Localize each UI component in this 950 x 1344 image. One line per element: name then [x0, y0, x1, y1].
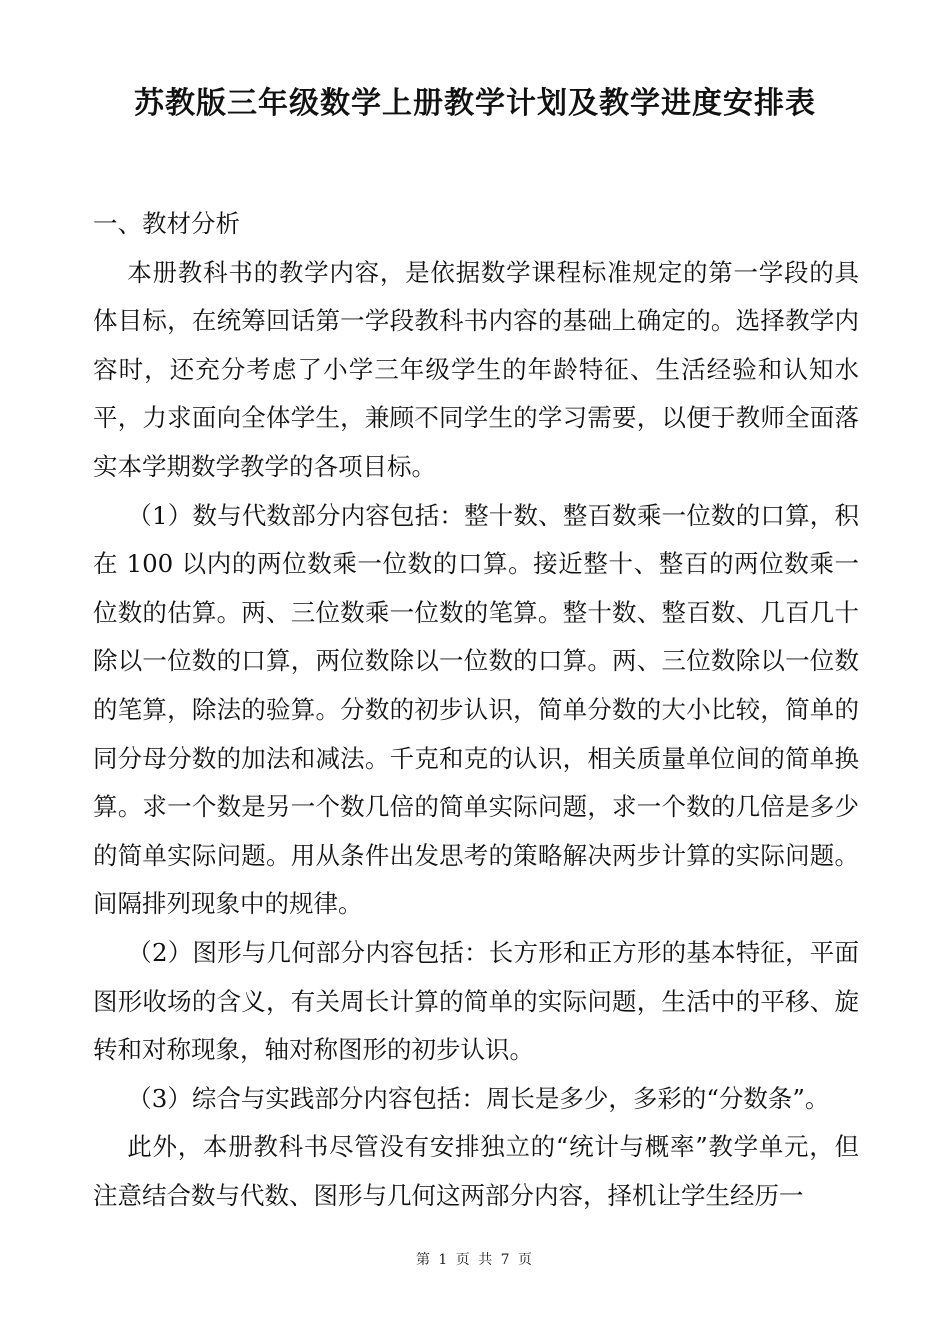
paragraph-number-algebra: （1）数与代数部分内容包括：整十数、整百数乘一位数的口算，积在 100 以内的两位数乘一位数的口算。接近整十、整百的两位数乘一位数的估算。两、三位数乘一位数的笔算。整十数、整百数、几百几十除以一位数的口算，两位数除以一位数的口算。两、三位数除以一位数的笔算，除法的验算。分数的初步认识，简单分数的大小比较，简单的同分母分数的加法和减法。千克和克的认识，相关质量单位间的简单换算。求一个数是另一个数几倍的简单实际问题，求一个数的几倍是多少的简单实际问题。用从条件出发思考的策略解决两步计算的实际问题。间隔排列现象中的规律。: [93, 500, 859, 919]
paragraph-practice: （3）综合与实践部分内容包括：周长是多少，多彩的“分数条”。: [127, 1083, 830, 1113]
paragraph-geometry: （2）图形与几何部分内容包括：长方形和正方形的基本特征，平面图形收场的含义，有关周长计算的简单的实际问题，生活中的平移、旋转和对称现象，轴对称图形的初步认识。: [93, 937, 859, 1065]
paragraph-intro: 本册教科书的教学内容，是依据数学课程标准规定的第一学段的具体目标，在统筹回话第一学段教科书内容的基础上确定的。选择教学内容时，还充分考虑了小学三年级学生的年龄特征、生活经验和认知水平，力求面向全体学生，兼顾不同学生的学习需要，以便于教师全面落实本学期数学教学的各项目标。: [93, 257, 859, 481]
document-title: 苏教版三年级数学上册教学计划及教学进度安排表: [134, 86, 816, 121]
section-heading: 一、教材分析: [93, 209, 240, 238]
page-number-footer: 第 1 页 共 7 页: [415, 1252, 535, 1268]
document-body: [93, 200, 859, 1220]
paragraph-statistics: 此外，本册教科书尽管没有安排独立的“统计与概率”教学单元，但注意结合数与代数、图形与几何这两部分内容，择机让学生经历一: [93, 1132, 859, 1210]
